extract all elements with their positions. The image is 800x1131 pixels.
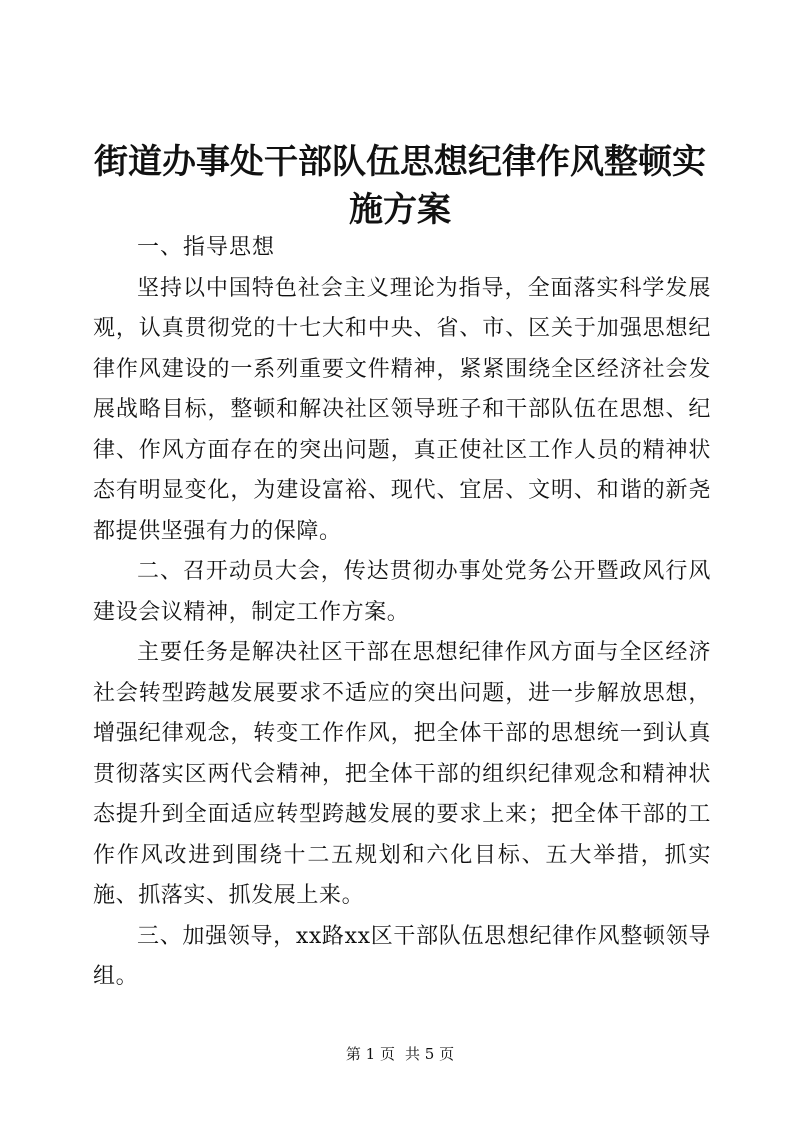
page-number: 第 1 页: [345, 1045, 395, 1063]
paragraph-guiding-ideology: 坚持以中国特色社会主义理论为指导，全面落实科学发展观，认真贯彻党的十七大和中央、省、市、区关于加强思想纪律作风建设的一系列重要文件精神，紧紧围绕全区经济社会发展战略目标，整顿和解决社区领导班子和干部队伍在思想、纪律、作风方面存在的突出问题，真正使社区工作人员的精神状态有明显变化，为建设富裕、现代、宜居、文明、和谐的新尧都提供坚强有力的保障。: [93, 275, 711, 544]
paragraph-main-tasks: 主要任务是解决社区干部在思想纪律作风方面与全区经济社会转型跨越发展要求不适应的突出问题，进一步解放思想，增强纪律观念，转变工作作风，把全体干部的思想统一到认真贯彻落实区两代会精神，把全体干部的组织纪律观念和精神状态提升到全面适应转型跨越发展的要求上来；把全体干部的工作作风改进到围绕十二五规划和六化目标、五大举措，抓实施、抓落实、抓发展上来。: [93, 640, 711, 908]
section-heading-guiding-ideology: 一、指导思想: [137, 235, 276, 260]
document-body: [93, 228, 711, 998]
section-heading-leadership: 三、加强领导，xx路xx区干部队伍思想纪律作风整顿领导组。: [93, 923, 711, 989]
section-heading-mobilization-meeting: 二、召开动员大会，传达贯彻办事处党务公开暨政风行风建设会议精神，制定工作方案。: [93, 559, 711, 625]
document-title: 街道办事处干部队伍思想纪律作风整顿实施方案: [94, 142, 706, 230]
page-total: 共 5 页: [405, 1045, 455, 1063]
page-footer: [0, 1044, 800, 1064]
